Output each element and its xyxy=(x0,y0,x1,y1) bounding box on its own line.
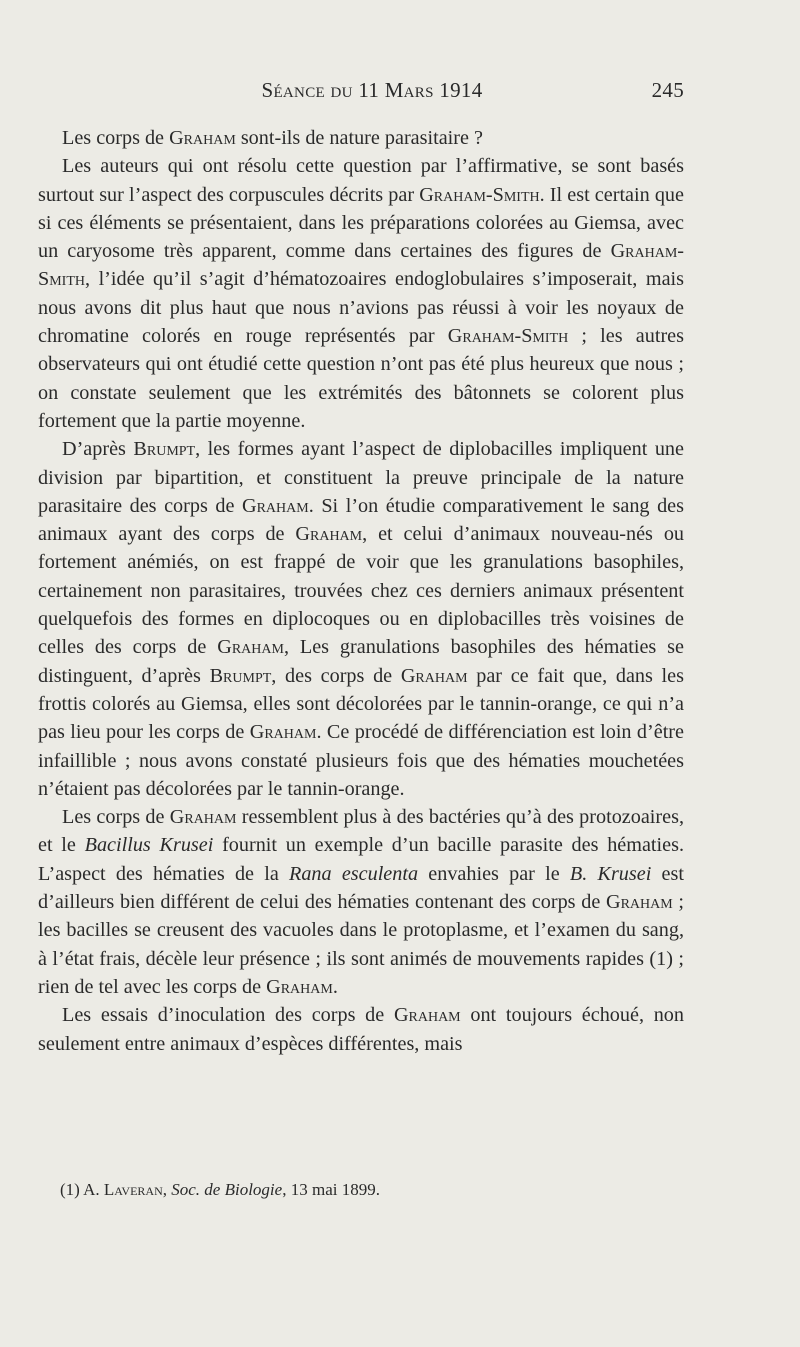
footnote-sep: , xyxy=(162,1180,172,1199)
name-smallcaps: Graham xyxy=(605,891,673,914)
name-smallcaps: Graham xyxy=(295,523,363,546)
paragraph xyxy=(38,803,684,1001)
text-run: est d’ailleurs bien différent de celui des hématies contenant des corps de xyxy=(38,862,684,914)
footnote xyxy=(60,1180,684,1200)
text-run: envahies par le xyxy=(418,862,570,885)
page-number: 245 xyxy=(651,78,684,102)
text-run: . Ce procédé de différenciation est loin d’être infaillible ; nous avons constaté plusieurs fois que des hématies mouchetées n’étaient pas décolorées par le tannin-orange. xyxy=(38,721,684,800)
text-run: par ce fait que, dans les frottis colorés au Giemsa, elles sont décolorées par le tannin-orange, ce qui n’a pas lieu pour les corps de xyxy=(38,664,684,744)
text-run: D’après xyxy=(62,438,134,461)
name-smallcaps: Graham xyxy=(217,636,284,659)
footnote-author: Laveran xyxy=(103,1180,163,1199)
name-smallcaps: Graham xyxy=(393,1004,461,1027)
text-run: , les formes ayant l’aspect de diplobacilles impliquent une division par bipartition, et constituent la preuve principale de la nature parasitaire des corps de xyxy=(38,438,684,517)
name-smallcaps: Graham xyxy=(400,664,468,687)
text-run: . Il est certain que si ces éléments se présentaient, dans les préparations colorées au Giemsa, avec un caryosome très apparent, comme dans certaines des figures de xyxy=(38,183,684,263)
name-smallcaps: Brumpt xyxy=(133,438,196,461)
footnote-journal: Soc. de Biologie xyxy=(171,1180,283,1199)
paragraph xyxy=(38,435,684,803)
name-smallcaps: Brumpt xyxy=(209,664,272,687)
paragraph xyxy=(38,152,684,435)
text-run: ; les autres observateurs qui ont étudié cette question n’ont pas été plus heureux que nous ; on constate seulement que les extrémités des bâtonnets se colorent plus fortement que la partie moyenne. xyxy=(38,325,684,432)
name-smallcaps: Graham xyxy=(169,806,237,829)
text-run: ont toujours échoué, non seulement entre animaux d’espèces différentes, mais xyxy=(38,1004,684,1055)
name-smallcaps: Graham-Smith xyxy=(419,183,540,206)
text-run: . xyxy=(332,975,338,998)
name-smallcaps: Graham-Smith xyxy=(38,240,684,291)
text-run: , Les granulations basophiles des hématies se distinguent, d’après xyxy=(38,636,684,687)
italic-term: B. Krusei xyxy=(569,862,652,885)
text-run: ressemblent plus à des bactéries qu’à des protozoaires, et le xyxy=(38,806,685,857)
text-run: Les corps de xyxy=(62,127,170,149)
paragraph xyxy=(38,1001,684,1058)
running-title: Séance du 11 Mars 1914 xyxy=(261,78,483,102)
text-run: , l’idée qu’il s’agit d’hématozoaires endoglobulaires s’imposerait, mais nous avons dit plus haut que nous n’avions pas réussi à voir les noyaux de chromatine colorés en rouge représentés par xyxy=(38,268,684,348)
footnote-marker: (1) A. xyxy=(60,1180,104,1199)
text-run: Les auteurs qui ont résolu cette question par l’affirmative, se sont basés surtout sur l’aspect des corpuscules décrits par xyxy=(38,155,684,206)
text-run: , des corps de xyxy=(271,664,401,687)
text-run: sont-ils de nature parasitaire ? xyxy=(235,127,483,149)
paragraph xyxy=(38,124,684,152)
text-run: . Si l’on étudie comparativement le sang des animaux ayant des corps de xyxy=(38,494,684,546)
footnote-rest: , 13 mai 1899. xyxy=(282,1180,380,1199)
name-smallcaps: Graham xyxy=(242,494,309,517)
italic-term: Rana esculenta xyxy=(289,862,419,885)
text-run: Les essais d’inoculation des corps de xyxy=(62,1004,394,1027)
text-run: fournit un exemple d’un bacille parasite des hématies. L’aspect des hématies de la xyxy=(38,834,684,885)
text-run: ; les bacilles se creusent des vacuoles dans le protoplasme, et l’examen du sang, à l’état frais, décèle leur présence ; ils sont animés de mouvements rapides (1) ; rien de tel avec les corps de xyxy=(38,891,685,998)
body-text xyxy=(38,124,684,1058)
name-smallcaps: Graham xyxy=(249,721,317,744)
name-smallcaps: Graham xyxy=(169,127,236,149)
text-run: , et celui d’animaux nouveau-nés ou fortement anémiés, on est frappé de voir que les granulations basophiles, certainement non parasitaires, trouvées chez ces derniers animaux présentent quelquefois des formes en diplocoques ou en diplobacilles très voisines de celles des corps de xyxy=(38,523,685,659)
italic-term: Bacillus Krusei xyxy=(84,834,214,857)
name-smallcaps: Graham xyxy=(266,975,333,998)
text-run: Les corps de xyxy=(62,806,170,829)
name-smallcaps: Graham-Smith xyxy=(447,325,569,348)
